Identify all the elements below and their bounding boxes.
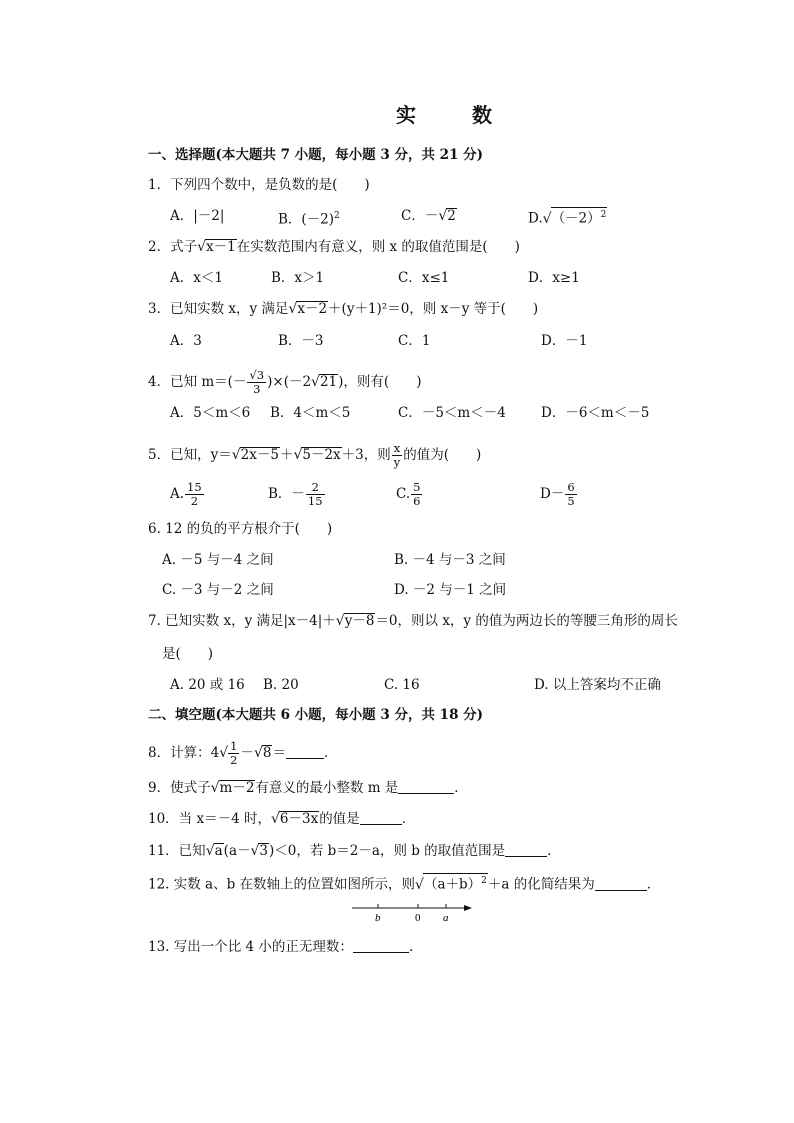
q4-stem: 4．已知 m＝(－ $\frac{√3}{3}$ )×(－2√21)，则有( ) xyxy=(148,368,422,396)
q11-answer-blank[interactable] xyxy=(505,842,547,857)
q10-answer-blank[interactable] xyxy=(360,810,402,825)
label-zero: 0 xyxy=(415,912,421,924)
q3-stem: 3．已知实数 x，y 满足√x－2＋(y＋1)²＝0，则 x－y 等于( ) xyxy=(148,301,539,317)
q9-answer-blank[interactable] xyxy=(398,779,454,794)
q11-stem: 11．已知√a(a－√3)＜0，若 b＝2－a，则 b 的取值范围是 ． xyxy=(148,843,561,859)
q7-option-c: C. 16 xyxy=(384,677,420,693)
q4-option-b: B．4＜m＜5 xyxy=(270,405,351,421)
q2-option-b: B．x＞1 xyxy=(271,270,325,286)
q4-option-a: A．5＜m＜6 xyxy=(170,405,251,421)
q5-option-d: D－ $\frac{6}{5}$ xyxy=(540,480,575,508)
q7-option-b: B. 20 xyxy=(263,677,299,693)
q6-option-d: D. －2 与－1 之间 xyxy=(394,582,507,598)
q5-stem: 5．已知，y＝√2x－5＋√5－2x＋3，则 $\frac{x}{y}$ 的值为( ) xyxy=(148,441,482,469)
q3-option-b: B．－3 xyxy=(278,333,324,349)
q2-option-c: C．x≤1 xyxy=(398,270,450,286)
q4-option-c: C．－5＜m＜－4 xyxy=(398,405,506,421)
q7-option-a: A. 20 或 16 xyxy=(170,677,245,693)
section-fill-heading: 二、填空题(本大题共 6 小题，每小题 3 分，共 18 分) xyxy=(148,707,484,723)
q3-option-c: C．1 xyxy=(398,333,431,349)
number-line-arrow xyxy=(464,905,472,911)
page-title: 实 数 xyxy=(396,103,510,127)
q5-option-b: B．－ $\frac{2}{15}$ xyxy=(268,480,323,508)
q6-option-b: B. －4 与－3 之间 xyxy=(394,552,506,568)
q1-option-d: $D.√(-2)^2$ xyxy=(528,207,607,228)
q5-option-a: A. $\frac{15}{2}$ xyxy=(170,480,202,508)
q8-answer-blank[interactable] xyxy=(286,744,324,759)
q7-option-d: D. 以上答案均不正确 xyxy=(534,677,661,693)
q12-stem: 12. 实数 a、b 在数轴上的位置如图所示，则$√(a+b)^2+a$ 的化简结果为 ． xyxy=(148,873,660,894)
q5-option-c: C. $\frac{5}{6}$ xyxy=(396,480,421,508)
q12-answer-blank[interactable] xyxy=(595,876,647,891)
q3-option-a: A．3 xyxy=(170,333,202,349)
label-a: a xyxy=(443,912,449,924)
q7-stem: 7. 已知实数 x，y 满足|x－4|＋√y－8＝0，则以 x，y 的值为两边长的等腰三角形的周长 xyxy=(148,613,678,629)
q4-option-d: D．－6＜m＜－5 xyxy=(541,405,650,421)
q6-option-c: C. －3 与－2 之间 xyxy=(162,582,274,598)
q1-option-b: B．$(-2)^2$ xyxy=(278,211,340,228)
section-choice-heading: 一、选择题(本大题共 7 小题，每小题 3 分，共 21 分) xyxy=(148,147,484,163)
q1-option-a: A．|－2| xyxy=(170,208,225,224)
q3-option-d: D．－1 xyxy=(541,333,588,349)
q2-option-a: A．x＜1 xyxy=(170,270,223,286)
q10-stem: 10．当 x＝－4 时，√6－3x的值是 ． xyxy=(148,811,416,827)
q2-option-d: D．x≥1 xyxy=(528,270,580,286)
q1-option-c: C．－√2 xyxy=(401,208,456,224)
label-b: b xyxy=(375,912,381,924)
q13-answer-blank[interactable] xyxy=(353,938,409,953)
q1-stem: 1．下列四个数中，是负数的是( ) xyxy=(148,177,370,193)
q13-stem: 13. 写出一个比 4 小的正无理数： . xyxy=(148,939,414,955)
number-line-figure xyxy=(350,900,475,926)
q7-stem-line2: 是( ) xyxy=(162,646,214,662)
q6-option-a: A. －5 与－4 之间 xyxy=(162,552,274,568)
q9-stem: 9．使式子√m－2有意义的最小整数 m 是 ． xyxy=(148,780,468,796)
q8-stem: 8．计算：4√ $\frac{1}{2}$ －√8＝ ． xyxy=(148,739,338,767)
q6-stem: 6. 12 的负的平方根介于( ) xyxy=(148,521,333,537)
q2-stem: 2．式子√x－1在实数范围内有意义，则 x 的取值范围是( ) xyxy=(148,239,520,255)
